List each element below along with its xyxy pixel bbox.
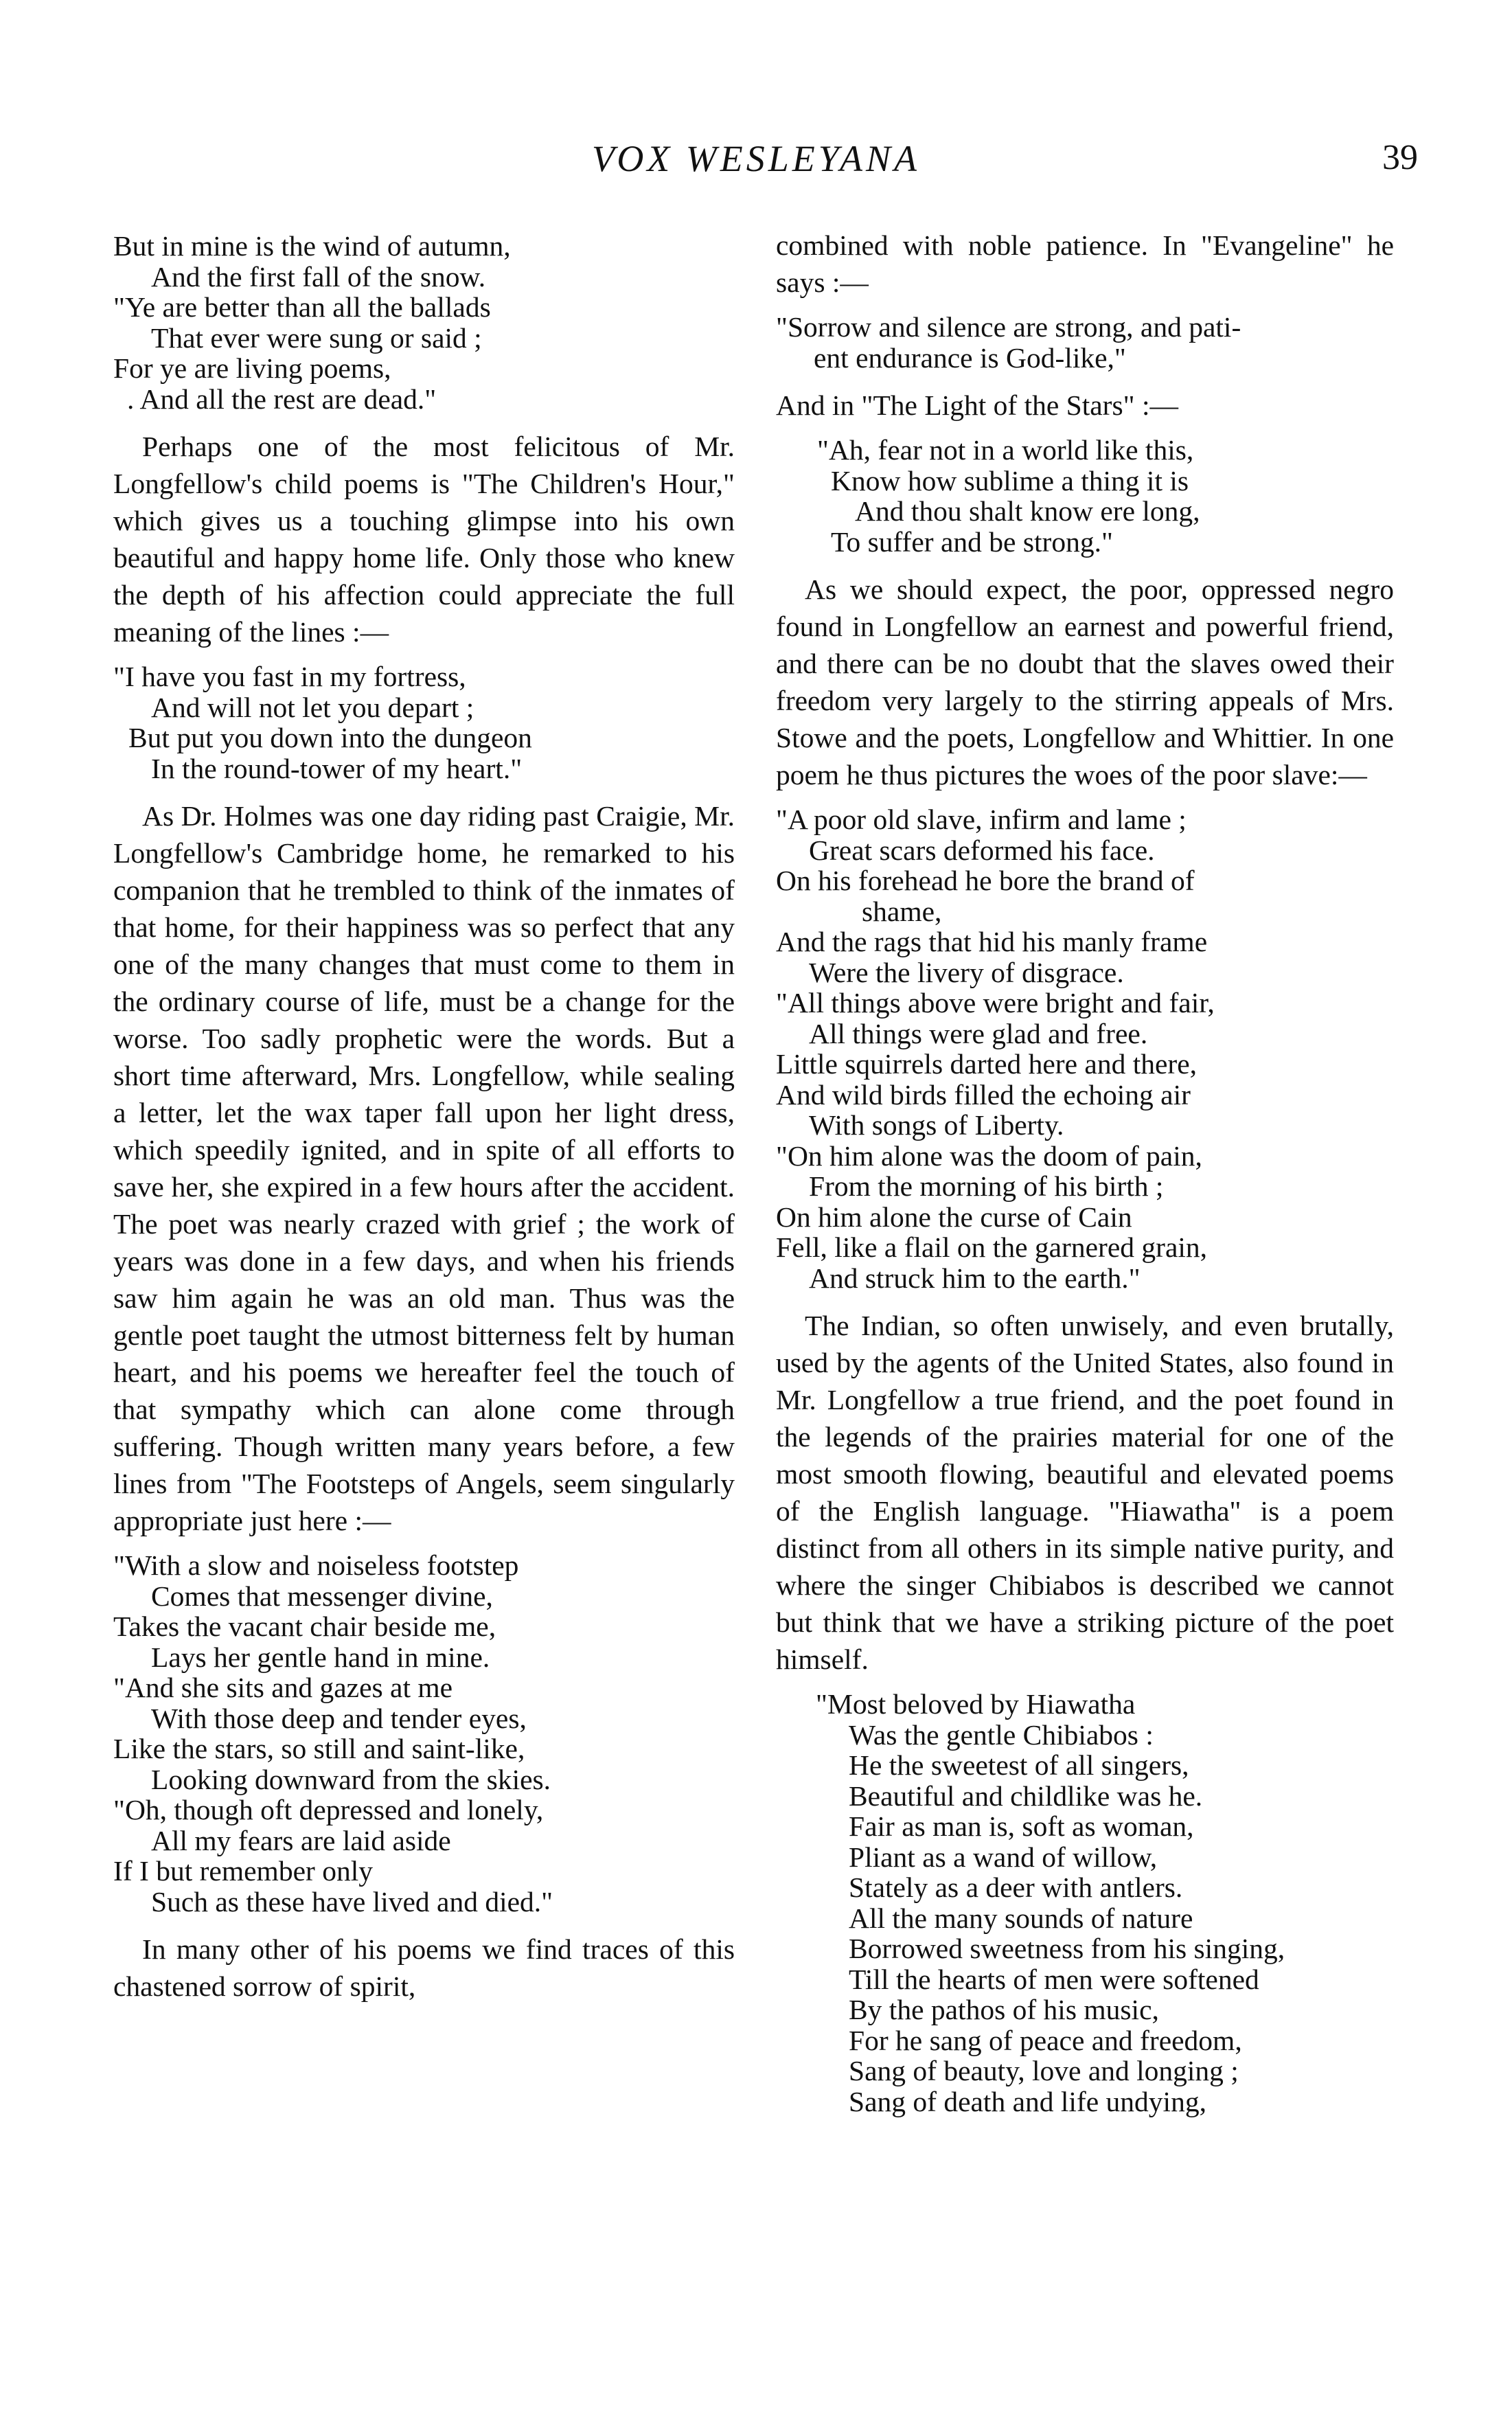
verse-line: From the morning of his birth ; <box>809 1170 1164 1202</box>
verse-line: He the sweetest of all singers, <box>849 1749 1189 1781</box>
verse-line: With songs of Liberty. <box>809 1109 1064 1141</box>
verse-line: Lays her gentle hand in mine. <box>151 1641 490 1673</box>
verse-line: shame, <box>862 895 942 927</box>
verse-line: "All things above were bright and fair, <box>776 987 1215 1019</box>
verse-line: By the pathos of his music, <box>849 1994 1159 2025</box>
verse-line: "With a slow and noiseless footstep <box>113 1549 519 1581</box>
verse-line: Takes the vacant chair beside me, <box>113 1611 496 1642</box>
verse-line: All things were glad and free. <box>809 1017 1148 1049</box>
verse-line: Like the stars, so still and saint-like, <box>113 1733 525 1764</box>
poem-footsteps-of-angels-excerpt <box>113 1550 735 1917</box>
verse-line: Know how sublime a thing it is <box>831 464 1189 497</box>
verse-line: To suffer and be strong." <box>831 525 1113 558</box>
verse-line: "Ye are better than all the ballads <box>113 291 491 323</box>
verse-line: If I but remember only <box>113 1855 373 1887</box>
verse-line: Comes that messenger divine, <box>151 1580 493 1612</box>
verse-line: And wild birds filled the echoing air <box>776 1078 1191 1111</box>
paragraph: In many other of his poems we find traces of this chastened sorrow of spirit, <box>113 1933 735 2002</box>
verse-line: Looking downward from the skies. <box>151 1763 551 1795</box>
verse-line: "I have you fast in my fortress, <box>113 661 466 692</box>
paragraph: And in "The Light of the Stars" :— <box>776 389 1178 421</box>
verse-line: All my fears are laid aside <box>151 1824 451 1856</box>
verse-line: Little squirrels darted here and there, <box>776 1048 1198 1080</box>
verse-line: On him alone the curse of Cain <box>776 1201 1132 1233</box>
verse-line: And the first fall of the snow. <box>151 260 486 293</box>
verse-line: For ye are living poems, <box>113 352 391 384</box>
verse-line: Were the livery of disgrace. <box>809 956 1124 988</box>
verse-line: In the round-tower of my heart." <box>151 752 523 784</box>
verse-line: But in mine is the wind of autumn, <box>113 230 511 262</box>
poem-hiawatha-excerpt <box>776 1689 1394 2117</box>
verse-line: Stately as a deer with antlers. <box>849 1872 1183 1903</box>
verse-line: Sang of beauty, love and longing ; <box>849 2055 1239 2086</box>
verse-line: Such as these have lived and died." <box>151 1885 553 1918</box>
quote-evangeline <box>776 312 1394 373</box>
poem-childrens-hour-excerpt <box>113 231 735 414</box>
poem-light-of-the-stars-excerpt <box>776 435 1394 557</box>
paragraph: combined with noble patience. In "Evangeline" he says :— <box>776 229 1394 298</box>
poem-fortress-excerpt <box>113 661 735 784</box>
verse-line: Till the hearts of men were softened <box>849 1963 1259 1995</box>
verse-line: But put you down into the dungeon <box>128 722 532 753</box>
verse-line: "Ah, fear not in a world like this, <box>817 434 1194 466</box>
verse-line: "On him alone was the doom of pain, <box>776 1139 1202 1172</box>
verse-line: With those deep and tender eyes, <box>151 1702 527 1734</box>
left-column <box>113 227 735 2016</box>
verse-line: Was the gentle Chibiabos : <box>849 1718 1154 1751</box>
page-number: 39 <box>1382 138 1418 177</box>
verse-line: Fell, like a flail on the garnered grain, <box>776 1231 1208 1263</box>
verse-line: "Most beloved by Hiawatha <box>816 1688 1136 1720</box>
paragraph: As Dr. Holmes was one day riding past Craigie, Mr. Longfellow's Cambridge home, he remarked to his companion that he trembled to think of the inmates of that home, for their happiness was so perfect that any one of the many changes that must come to them in the ordinary course of life, must be a change for the worse. Too sadly prophetic were the words. But a short time afterward, Mrs. Longfellow, while sealing a letter, let the wax taper fall upon her light dress, which speedily ignited, and in spite of all efforts to save her, she expired in a few hours after the accident. The poet was nearly crazed with grief ; the work of years was done in a few days, and when his friends saw him again he was an old man. Thus was the gentle poet taught the utmost bitterness felt by human heart, and his poems we hereafter feel the touch of that sympathy which can alone come through suffering. Though written many years before, a few lines from "The Footsteps of Angels, seem singularly appropriate just here :— <box>113 800 735 1536</box>
verse-line: Pliant as a wand of willow, <box>849 1841 1158 1873</box>
verse-line: On his forehead he bore the brand of <box>776 865 1195 896</box>
verse-line: Borrowed sweetness from his singing, <box>849 1933 1285 1964</box>
verse-line: "Oh, though oft depressed and lonely, <box>113 1794 544 1825</box>
verse-line: "A poor old slave, infirm and lame ; <box>776 804 1187 835</box>
verse-line: All the many sounds of nature <box>849 1902 1193 1934</box>
poem-slave-excerpt <box>776 804 1394 1293</box>
paragraph: The Indian, so often unwisely, and even brutally, used by the agents of the United States, also found in Mr. Longfellow a true friend, and the poet found in the legends of the prairies material for one of the most smooth flowing, beautiful and elevated poems of the English language. "Hiawatha" is a poem distinct from all others in its simple native purity, and where the singer Chibiabos is described we cannot but think that we have a striking picture of the poet himself. <box>776 1310 1394 1675</box>
verse-line: "And she sits and gazes at me <box>113 1672 453 1703</box>
verse-line: Great scars deformed his face. <box>809 834 1155 866</box>
right-column <box>776 227 1394 2130</box>
paragraph: As we should expect, the poor, oppressed negro found in Longfellow an earnest and powerful friend, and there can be no doubt that the slaves owed their freedom very largely to the stirring appeals of Mrs. Stowe and the poets, Longfellow and Whittier. In one poem he thus pictures the woes of the poor slave:— <box>776 573 1394 790</box>
verse-line: . And all the rest are dead." <box>127 383 437 415</box>
verse-line: And thou shalt know ere long, <box>855 495 1200 527</box>
running-title: VOX WESLEYANA <box>591 138 921 179</box>
verse-line: And the rags that hid his manly frame <box>776 926 1208 957</box>
verse-line: That ever were sung or said ; <box>151 321 482 354</box>
verse-line: Sang of death and life undying, <box>849 2085 1206 2117</box>
verse-line: ent endurance is God-like," <box>814 341 1126 374</box>
verse-line: And struck him to the earth." <box>809 1262 1141 1294</box>
verse-line: Beautiful and childlike was he. <box>849 1779 1203 1812</box>
paragraph: Perhaps one of the most felicitous of Mr. Longfellow's child poems is "The Children's Hour," which gives us a touching glimpse into his own beautiful and happy home life. Only those who knew the depth of his affection could appreciate the full meaning of the lines :— <box>113 431 735 648</box>
verse-line: "Sorrow and silence are strong, and pati- <box>776 311 1241 343</box>
verse-line: For he sang of peace and freedom, <box>849 2024 1242 2056</box>
verse-line: And will not let you depart ; <box>151 691 474 723</box>
verse-line: Fair as man is, soft as woman, <box>849 1810 1194 1842</box>
page-header <box>0 137 1512 192</box>
